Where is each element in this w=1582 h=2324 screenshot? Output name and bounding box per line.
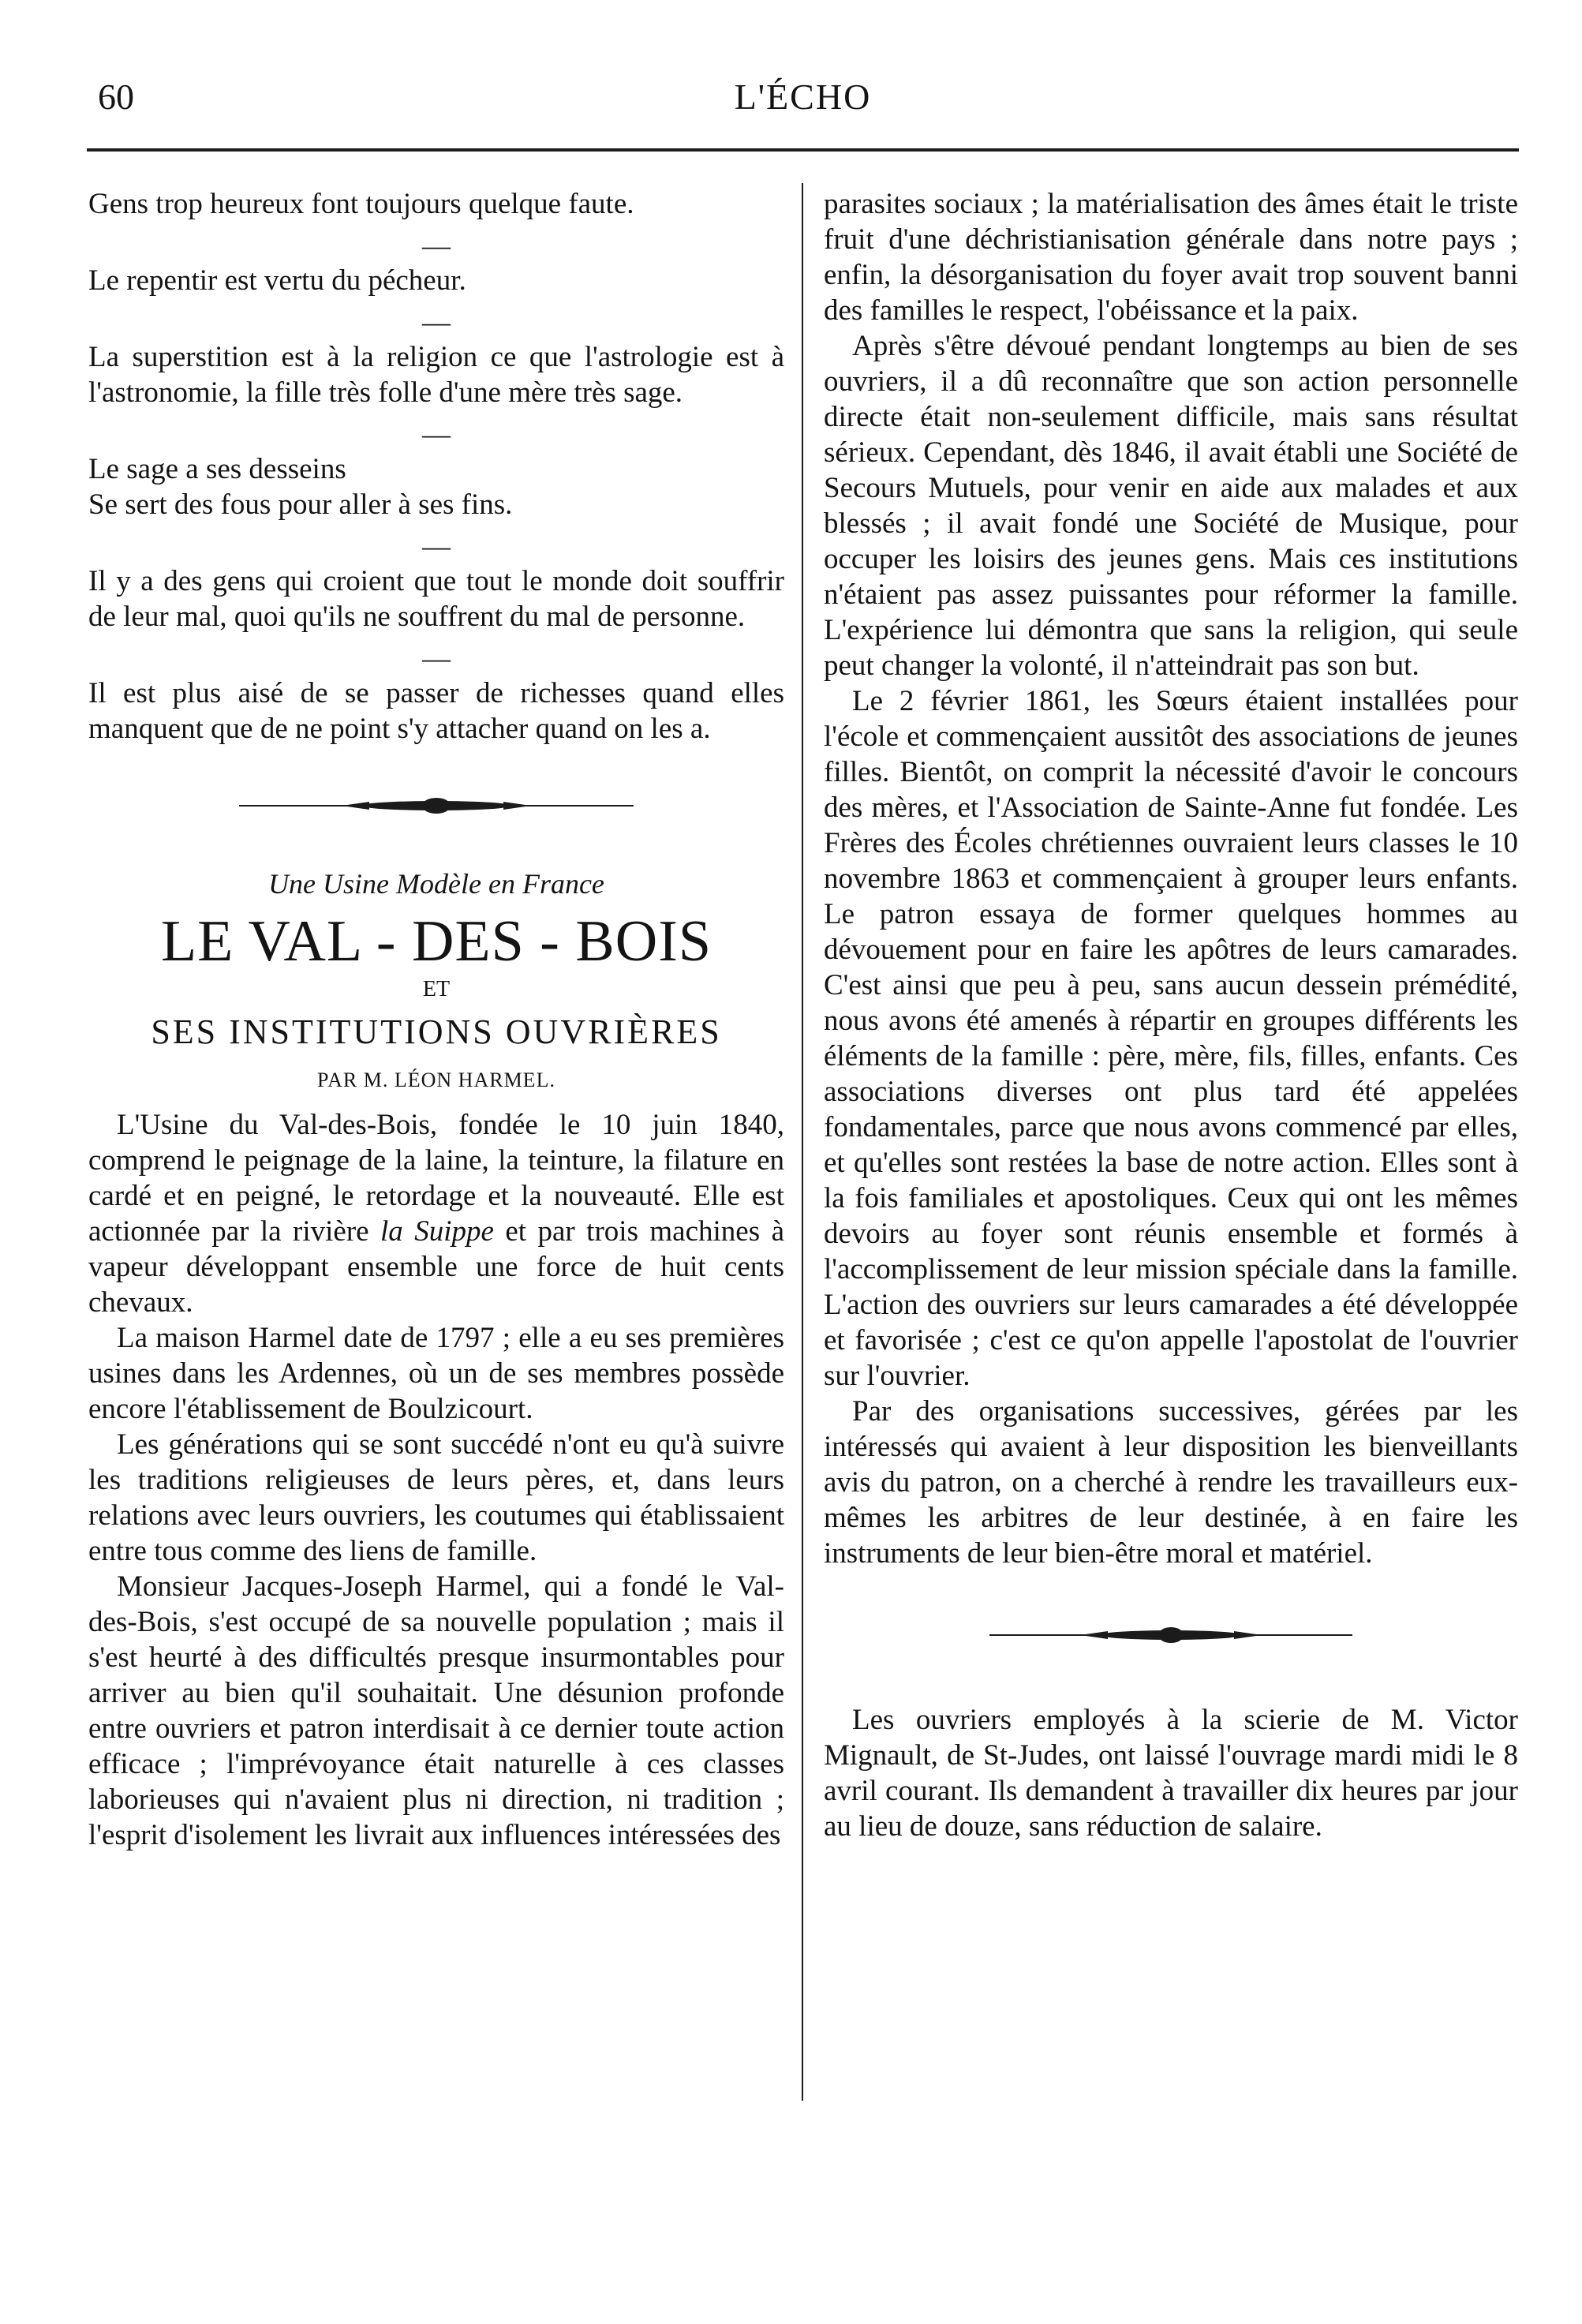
ornament-divider xyxy=(239,794,634,818)
article-supertitle: Une Usine Modèle en France xyxy=(268,868,604,900)
right-column xyxy=(824,186,1518,1844)
article-paragraph: L'Usine du Val-des-Bois, fondée le 10 juin 1840, comprend le peignage de la laine, la teinture, la filature en cardé et en peigné, le retordage et la nouveauté. Elle est actionnée par la rivière la Suippe et par trois machines à vapeur développant ensemble une force de huit cents chevaux. xyxy=(88,1109,784,1319)
article-paragraph: parasites sociaux ; la matérialisation des âmes était le triste fruit d'une déchristianisation générale dans notre pays ; enfin, la désorganisation du foyer avait trop souvent banni des familles le respect, l'obéissance et la paix. xyxy=(824,188,1518,327)
article-title: LE VAL - DES - BOIS xyxy=(160,909,712,974)
maxim: Il est plus aisé de se passer de richesses quand elles manquent que de ne point s'y attacher quand on les a. xyxy=(88,677,784,745)
maxim: Gens trop heureux font toujours quelque faute. xyxy=(88,188,634,220)
column-divider xyxy=(802,183,803,2101)
article-title-conjunction: ET xyxy=(422,977,451,1001)
dash-separator: — xyxy=(422,306,451,338)
left-column xyxy=(88,186,784,1853)
page-number: 60 xyxy=(98,77,134,117)
maxim: Le sage a ses desseins Se sert des fous pour aller à ses fins. xyxy=(88,453,513,521)
maxim: Il y a des gens qui croient que tout le monde doit souffrir de leur mal, quoi qu'ils ne souffrent du mal de personne. xyxy=(88,565,784,633)
news-notice: Les ouvriers employés à la scierie de M. Victor Mignault, de St-Judes, ont laissé l'ouvrage mardi midi le 8 avril courant. Ils demandent à travailler dix heures par jour au lieu de douze, sans réduction de salaire. xyxy=(824,1704,1518,1843)
journal-title: L'ÉCHO xyxy=(734,77,872,117)
dash-separator: — xyxy=(422,230,451,261)
dash-separator: — xyxy=(422,642,451,674)
article-paragraph: Les générations qui se sont succédé n'ont eu qu'à suivre les traditions religieuses de leurs pères, et, dans leurs relations avec leurs ouvriers, les coutumes qui établissaient entre tous comme des liens de famille. xyxy=(88,1428,784,1567)
maxim: La superstition est à la religion ce que l'astrologie est à l'astronomie, la fille très folle d'une mère très sage. xyxy=(88,341,784,409)
article-paragraph: Monsieur Jacques-Joseph Harmel, qui a fondé le Val-des-Bois, s'est occupé de sa nouvelle population ; mais il s'est heurté à des difficultés presque insurmontables pour arriver au bien qu'il souhaitait. Une désunion profonde entre ouvriers et patron interdisait à ce dernier toute action efficace ; l'imprévoyance était naturelle à ces classes laborieuses qui n'avaient plus ni direction, ni tradition ; l'esprit d'isolement les livrait aux influences intéressées des xyxy=(88,1570,784,1851)
dash-separator: — xyxy=(422,530,451,562)
ornament-divider xyxy=(989,1623,1352,1647)
article-paragraph: Le 2 février 1861, les Sœurs étaient installées pour l'école et commençaient aussitôt des associations de jeunes filles. Bientôt, on comprit la nécessité d'avoir le concours des mères, et l'Association de Sainte-Anne fut fondée. Les Frères des Écoles chrétiennes ouvraient leurs classes le 10 novembre 1863 et commençaient à grouper leurs enfants. Le patron essaya de former quelques hommes au dévouement pour en faire les apôtres de leurs camarades. C'est ainsi que peu à peu, sans aucun dessein prémédité, nous avons été amenés à répartir en groupes différents les éléments de la famille : père, mère, fils, filles, enfants. Ces associations diverses ont plus tard été appelées fondamentales, parce que nous avons commencé par elles, et qu'elles sont restées la base de notre action. Elles sont à la fois familiales et apostoliques. Ceux qui ont les mêmes devoirs au foyer sont réunis ensemble et formés à l'accomplissement de leur mission spéciale dans la famille. L'action des ouvriers sur leurs camarades a été développée et favorisée ; c'est ce qu'on appelle l'apostolat de l'ouvrier sur l'ouvrier. xyxy=(824,685,1518,1392)
maxim: Le repentir est vertu du pécheur. xyxy=(88,264,466,297)
article-paragraph: La maison Harmel date de 1797 ; elle a eu ses premières usines dans les Ardennes, où un de ses membres possède encore l'établissement de Boulzicourt. xyxy=(88,1322,784,1425)
article-paragraph: Après s'être dévoué pendant longtemps au bien de ses ouvriers, il a dû reconnaître que son action personnelle directe était non-seulement difficile, mais sans résultat sérieux. Cependant, dès 1846, il avait établi une Société de Secours Mutuels, pour venir en aide aux malades et aux blessés ; il avait fondé une Société de Musique, pour occuper les loisirs des jeunes gens. Mais ces institutions n'étaient pas assez puissantes pour réformer la famille. L'expérience lui démontra que sans la religion, qui seule peut changer la volonté, il n'atteindrait pas son but. xyxy=(824,330,1518,682)
article-subtitle: SES INSTITUTIONS OUVRIÈRES xyxy=(151,1012,722,1051)
header-rule xyxy=(87,148,1519,152)
article-byline: PAR M. LÉON HARMEL. xyxy=(317,1068,555,1091)
dash-separator: — xyxy=(422,418,451,450)
article-paragraph: Par des organisations successives, gérées par les intéressés qui avaient à leur disposition les bienveillants avis du patron, on a cherché à rendre les travailleurs eux-mêmes les arbitres de leur destinée, à en faire les instruments de leur bien-être moral et matériel. xyxy=(824,1395,1518,1570)
running-head xyxy=(87,76,1519,131)
